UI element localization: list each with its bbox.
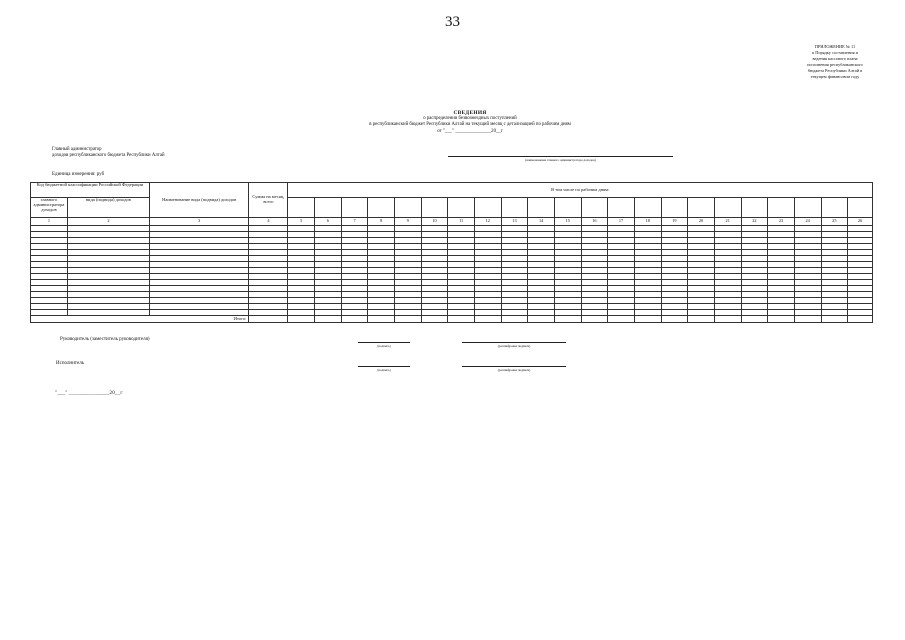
column-number: 12 (474, 218, 501, 226)
header-day-cell (768, 198, 795, 218)
chief-admin-label-line: доходов республиканского бюджета Республики Алтай (52, 153, 165, 158)
header-day-cell (634, 198, 661, 218)
total-cell[interactable] (581, 316, 608, 323)
total-cell[interactable] (341, 316, 368, 323)
head-name-line[interactable] (462, 342, 566, 343)
column-number: 2 (67, 218, 149, 226)
executor-signature-caption: (подпись) (377, 368, 391, 372)
document-heading (320, 110, 620, 135)
header-day-cell (395, 198, 422, 218)
column-number: 6 (315, 218, 342, 226)
appendix-line: к Порядку составления и (812, 50, 858, 56)
income-distribution-table (30, 182, 873, 323)
column-number: 3 (149, 218, 248, 226)
total-cell[interactable] (395, 316, 422, 323)
head-signature-label: Руководитель (заместитель руководителя) (60, 337, 150, 342)
total-cell[interactable] (528, 316, 555, 323)
total-cell[interactable] (634, 316, 661, 323)
head-signature-line[interactable] (358, 342, 410, 343)
header-day-cell (368, 198, 395, 218)
total-row (31, 316, 873, 323)
unit-of-measure: Единица измерения: руб (52, 172, 105, 177)
executor-label: Исполнитель (56, 361, 84, 366)
total-cell[interactable] (448, 316, 475, 323)
column-number: 7 (341, 218, 368, 226)
header-day-cell (821, 198, 848, 218)
chief-admin-input-line[interactable] (448, 156, 673, 157)
appendix-line: ПРИЛОЖЕНИЕ № 11 (814, 44, 856, 49)
header-income-name: Наименование вида (подвида) доходов (149, 183, 248, 218)
total-cell[interactable] (315, 316, 342, 323)
header-day-cell (714, 198, 741, 218)
column-number: 16 (581, 218, 608, 226)
header-day-cell (661, 198, 688, 218)
header-day-cell (315, 198, 342, 218)
header-day-cell (501, 198, 528, 218)
total-cell[interactable] (848, 316, 873, 323)
header-month-total: Сумма на месяц, всего (249, 183, 288, 218)
header-income-type: вида (подвида) доходов (67, 198, 149, 218)
appendix-line: текущем финансовом году (810, 74, 860, 80)
column-number: 15 (554, 218, 581, 226)
chief-admin-label (52, 147, 165, 159)
head-name-caption: (расшифровка подписи) (497, 344, 531, 348)
header-day-cell (554, 198, 581, 218)
header-workdays: В том числе по рабочим дням: (288, 183, 873, 198)
total-cell[interactable] (368, 316, 395, 323)
header-budget-code: Код бюджетной классификации Российской Федерации (31, 183, 150, 198)
column-number: 20 (688, 218, 715, 226)
total-cell[interactable] (661, 316, 688, 323)
total-cell[interactable] (421, 316, 448, 323)
total-cell[interactable] (288, 316, 315, 323)
column-number: 24 (794, 218, 821, 226)
document-subtitle: о распределении безвозмездных поступлений (423, 116, 517, 122)
header-day-cell (288, 198, 315, 218)
column-number: 19 (661, 218, 688, 226)
header-day-cell (448, 198, 475, 218)
column-number: 10 (421, 218, 448, 226)
appendix-line: ведения кассового плана (812, 56, 858, 62)
appendix-line: исполнения республиканского (807, 62, 863, 68)
chief-admin-label-line: Главный администратор (52, 147, 102, 152)
column-number: 4 (249, 218, 288, 226)
header-day-cell (608, 198, 635, 218)
executor-signature-line[interactable] (358, 366, 410, 367)
header-day-cell (794, 198, 821, 218)
column-number: 9 (395, 218, 422, 226)
column-number: 22 (741, 218, 768, 226)
column-number: 5 (288, 218, 315, 226)
executor-name-line[interactable] (462, 366, 566, 367)
head-signature-caption: (подпись) (377, 344, 391, 348)
appendix-note (790, 44, 880, 81)
total-cell[interactable] (821, 316, 848, 323)
chief-admin-caption: (наименование главного администратора доходов) (525, 158, 596, 162)
total-cell[interactable] (249, 316, 288, 323)
total-cell[interactable] (688, 316, 715, 323)
header-day-cell (741, 198, 768, 218)
header-day-cell (688, 198, 715, 218)
total-cell[interactable] (741, 316, 768, 323)
total-cell[interactable] (501, 316, 528, 323)
column-number: 8 (368, 218, 395, 226)
signature-date-field[interactable]: "___" _______________20__г (55, 391, 123, 396)
column-number: 23 (768, 218, 795, 226)
appendix-line: бюджета Республики Алтай в (807, 68, 863, 74)
header-day-cell (528, 198, 555, 218)
column-number: 13 (501, 218, 528, 226)
column-number: 17 (608, 218, 635, 226)
header-day-cell (421, 198, 448, 218)
document-date-field: от "___" _______________20__г (437, 128, 503, 134)
column-number: 18 (634, 218, 661, 226)
column-number: 1 (31, 218, 68, 226)
total-cell[interactable] (714, 316, 741, 323)
total-cell[interactable] (474, 316, 501, 323)
column-number: 11 (448, 218, 475, 226)
column-number: 26 (848, 218, 873, 226)
column-number: 25 (821, 218, 848, 226)
page-number: 33 (445, 14, 460, 30)
header-day-cell (848, 198, 873, 218)
executor-name-caption: (расшифровка подписи) (497, 368, 531, 372)
header-day-cell (474, 198, 501, 218)
header-day-cell (341, 198, 368, 218)
document-title: СВЕДЕНИЯ (453, 110, 487, 116)
total-cell[interactable] (608, 316, 635, 323)
header-chief-admin: главного администратора доходов (31, 198, 68, 218)
document-subtitle: в республиканский бюджет Республики Алтай на текущий месяц с детализацией по рабочим дням (369, 122, 571, 128)
total-cell[interactable] (794, 316, 821, 323)
column-number: 14 (528, 218, 555, 226)
header-day-cell (581, 198, 608, 218)
total-cell[interactable] (554, 316, 581, 323)
total-cell[interactable] (768, 316, 795, 323)
total-label: Итого: (31, 316, 249, 323)
column-number: 21 (714, 218, 741, 226)
